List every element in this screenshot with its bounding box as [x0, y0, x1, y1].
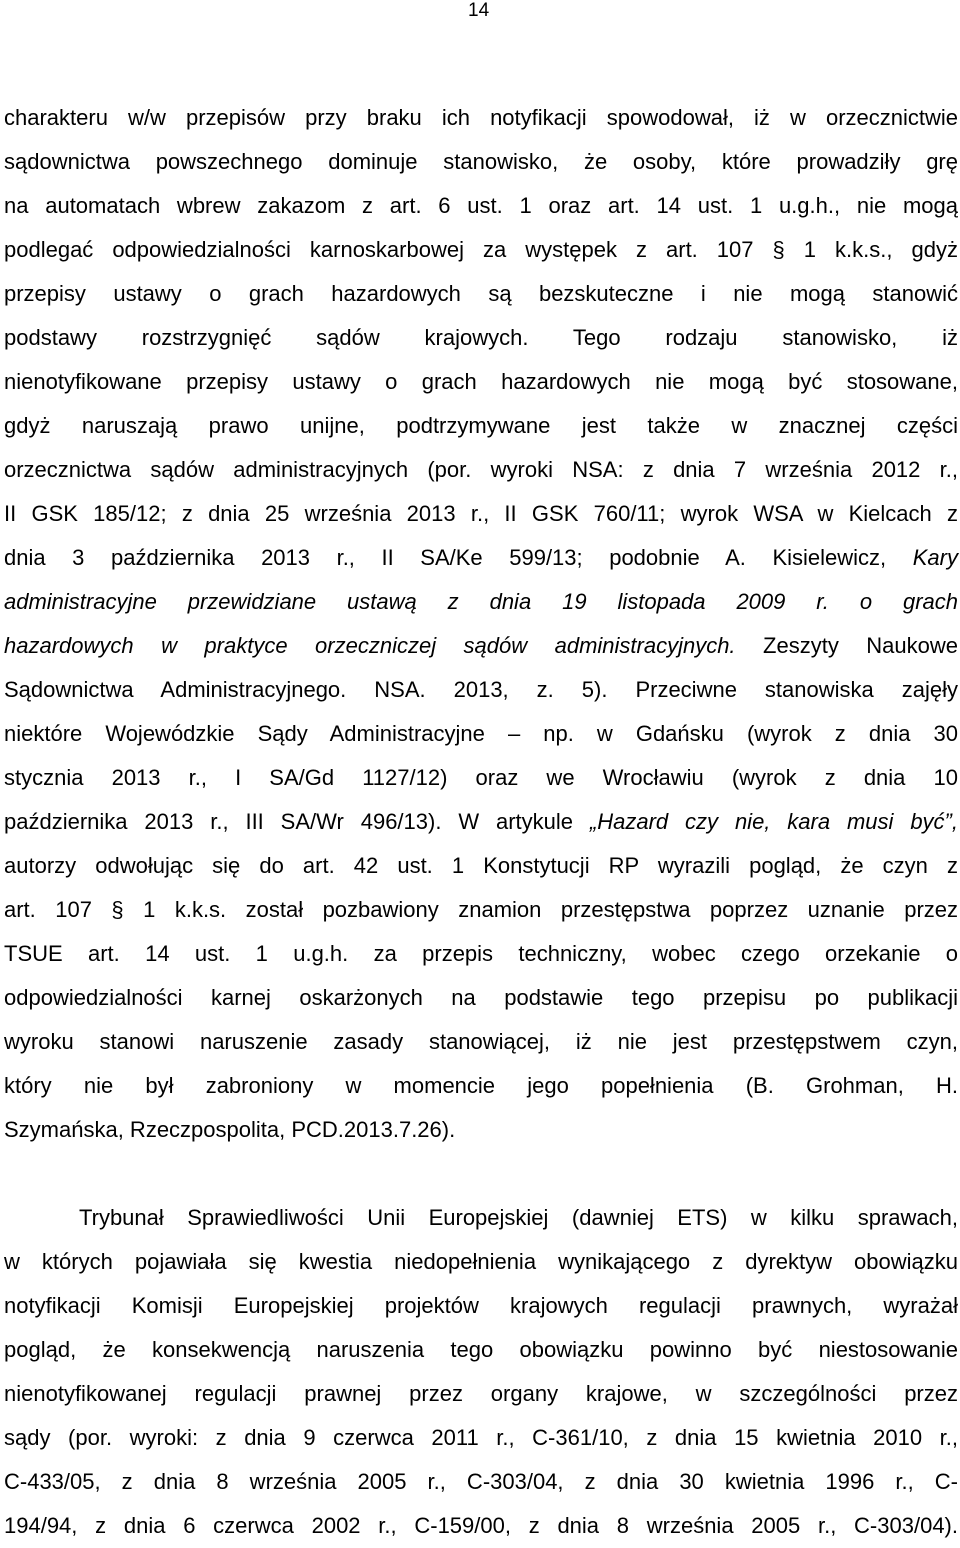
text-line: na automatach wbrew zakazom z art. 6 ust. 1 oraz art. 14 ust. 1 u.g.h., nie mogą [4, 193, 958, 218]
text-line: TSUE art. 14 ust. 1 u.g.h. za przepis techniczny, wobec czego orzekanie o [4, 941, 958, 966]
text-line: stycznia 2013 r., I SA/Gd 1127/12) oraz we Wrocławiu (wyrok z dnia 10 [4, 765, 958, 790]
text-line: pogląd, że konsekwencją naruszenia tego obowiązku powinno być niestosowanie [4, 1337, 958, 1362]
document-body [4, 96, 958, 1548]
text-line: nienotyfikowane przepisy ustawy o grach hazardowych nie mogą być stosowane, [4, 369, 958, 394]
text-line: charakteru w/w przepisów przy braku ich notyfikacji spowodował, iż w orzecznictwie [4, 105, 958, 130]
text-line: który nie był zabroniony w momencie jego popełnienia (B. Grohman, H. [4, 1073, 958, 1098]
text-line-italic [4, 580, 958, 624]
text-line: sądownictwa powszechnego dominuje stanowisko, że osoby, które prowadziły grę [4, 149, 958, 174]
text-line [4, 800, 958, 844]
text-line: w których pojawiała się kwestia niedopełnienia wynikającego z dyrektyw obowiązku [4, 1249, 958, 1274]
text-line: art. 107 § 1 k.k.s. został pozbawiony znamion przestępstwa poprzez uznanie przez [4, 897, 958, 922]
text-line: gdyż naruszają prawo unijne, podtrzymywane jest także w znacznej części [4, 413, 958, 438]
text-segment: Zeszyty Naukowe [763, 633, 958, 658]
text-line: przepisy ustawy o grach hazardowych są bezskuteczne i nie mogą stanowić [4, 281, 958, 306]
text-line: odpowiedzialności karnej oskarżonych na podstawie tego przepisu po publikacji [4, 985, 958, 1010]
italic-article-title: „Hazard czy nie, kara musi być”, [589, 809, 958, 834]
text-line: niektóre Wojewódzkie Sądy Administracyjne – np. w Gdańsku (wyrok z dnia 30 [4, 721, 958, 746]
text-line: Szymańska, Rzeczpospolita, PCD.2013.7.26). [4, 1117, 456, 1142]
page-number: 14 [468, 0, 490, 21]
text-line: notyfikacji Komisji Europejskiej projektów krajowych regulacji prawnych, wyrażał [4, 1293, 958, 1318]
text-line: podlegać odpowiedzialności karnoskarbowej za występek z art. 107 § 1 k.k.s., gdyż [4, 237, 958, 262]
text-line: autorzy odwołując się do art. 42 ust. 1 Konstytucji RP wyrazili pogląd, że czyn z [4, 853, 958, 878]
text-line: nienotyfikowanej regulacji prawnej przez organy krajowe, w szczególności przez [4, 1381, 958, 1406]
text-line: Sądownictwa Administracyjnego. NSA. 2013, z. 5). Przeciwne stanowiska zajęły [4, 677, 958, 702]
text-segment: października 2013 r., III SA/Wr 496/13). W artykule [4, 809, 574, 834]
text-line: 194/94, z dnia 6 czerwca 2002 r., C-159/00, z dnia 8 września 2005 r., C-303/04). [4, 1513, 958, 1538]
text-segment: Trybunał Sprawiedliwości Unii Europejskiej (dawniej ETS) w kilku sprawach, [79, 1205, 958, 1230]
text-line: podstawy rozstrzygnięć sądów krajowych. Tego rodzaju stanowisko, iż [4, 325, 958, 350]
text-line: wyroku stanowi naruszenie zasady stanowiącej, iż nie jest przestępstwem czyn, [4, 1029, 958, 1054]
text-line [4, 624, 958, 668]
text-segment: dnia 3 października 2013 r., II SA/Ke 599/13; podobnie A. Kisielewicz, [4, 545, 887, 570]
text-line: II GSK 185/12; z dnia 25 września 2013 r., II GSK 760/11; wyrok WSA w Kielcach z [4, 501, 958, 526]
text-line [4, 536, 958, 580]
paragraph-2 [4, 1196, 958, 1548]
italic-title: administracyjne przewidziane ustawą z dnia 19 listopada 2009 r. o grach [4, 589, 958, 614]
text-line: sądy (por. wyroki: z dnia 9 czerwca 2011 r., C-361/10, z dnia 15 kwietnia 2010 r., [4, 1425, 958, 1450]
text-line: orzecznictwa sądów administracyjnych (por. wyroki NSA: z dnia 7 września 2012 r., [4, 457, 958, 482]
text-line: C-433/05, z dnia 8 września 2005 r., C-303/04, z dnia 30 kwietnia 1996 r., C- [4, 1469, 958, 1494]
text-line-indented [4, 1196, 958, 1240]
paragraph-1 [4, 96, 958, 1152]
italic-title-end: hazardowych w praktyce orzeczniczej sądów administracyjnych. [4, 633, 736, 658]
italic-title-start: Kary [912, 545, 958, 570]
